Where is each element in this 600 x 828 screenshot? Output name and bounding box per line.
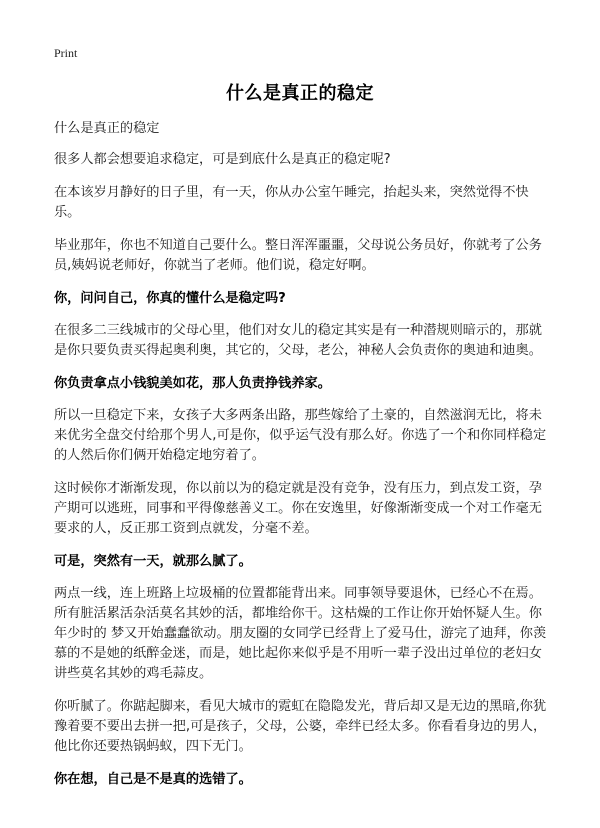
article-paragraph: 在本该岁月静好的日子里，有一天，你从办公室午睡完，抬起头来，突然觉得不快乐。 <box>54 185 529 220</box>
article-paragraph: 你听腻了。你踮起脚来，看见大城市的霓虹在隐隐发光，背后却又是无边的黑暗,你犹豫着要不要出去拼一把,可是孩子，父母，公婆，牵绊已经太多。你看看身边的男人，他比你还要热锅蚂蚁，四下无门。 <box>54 699 547 754</box>
print-link[interactable]: Print <box>54 46 78 60</box>
article-heading: 可是，突然有一天，就那么腻了。 <box>54 554 252 569</box>
article-heading: 你负责拿点小钱貌美如花，那人负责挣钱养家。 <box>54 376 331 391</box>
article-paragraph: 什么是真正的稳定 <box>54 121 160 136</box>
article-body <box>54 119 550 802</box>
article-heading: 你，问问自己，你真的懂什么是稳定吗? <box>54 291 286 306</box>
article-paragraph: 毕业那年，你也不知道自己要什么。整日浑浑噩噩，父母说公务员好，你就考了公务员,姨妈说老师好，你就当了老师。他们说，稳定好啊。 <box>54 238 542 273</box>
article-paragraph: 所以一旦稳定下来，女孩子大多两条出路，那些嫁给了土豪的，自然滋润无比，将未来优劣全盘交付给那个男人,可是你，似乎运气没有那么好。你选了一个和你同样稳定的人然后你们俩开始稳定地穷着了。 <box>54 408 547 463</box>
article-paragraph: 两点一线，连上班路上垃圾桶的位置都能背出来。同事领导要退休，已经心不在焉。所有脏活累活杂活莫名其妙的活，都堆给你干。这枯燥的工作让你开始怀疑人生。你年少时的 梦又开始蠢蠢欲动。朋友圈的女同学已经背上了爱马仕，游完了迪拜，你羡慕的不是她的纸醉金迷，而是，她比起你来似乎是不用听一辈子没出过单位的老妇女讲些莫名其妙的鸡毛蒜皮。 <box>54 586 547 681</box>
article-heading: 你在想，自己是不是真的选错了。 <box>54 772 252 787</box>
article-paragraph: 在很多二三线城市的父母心里，他们对女儿的稳定其实是有一种潜规则暗示的，那就是你只要负责买得起奥利奥，其它的，父母，老公，神秘人会负责你的奥迪和迪奥。 <box>54 323 542 358</box>
article-paragraph: 很多人都会想要追求稳定，可是到底什么是真正的稳定呢? <box>54 152 391 167</box>
article-title: 什么是真正的稳定 <box>226 83 374 104</box>
article-paragraph: 这时候你才渐渐发现，你以前以为的稳定就是没有竞争，没有压力，到点发工资，孕产期可以逃班，同事和平得像慈善义工。你在安逸里，好像渐渐变成一个对工作毫无要求的人，反正那工资到点就发，分毫不差。 <box>54 481 542 536</box>
